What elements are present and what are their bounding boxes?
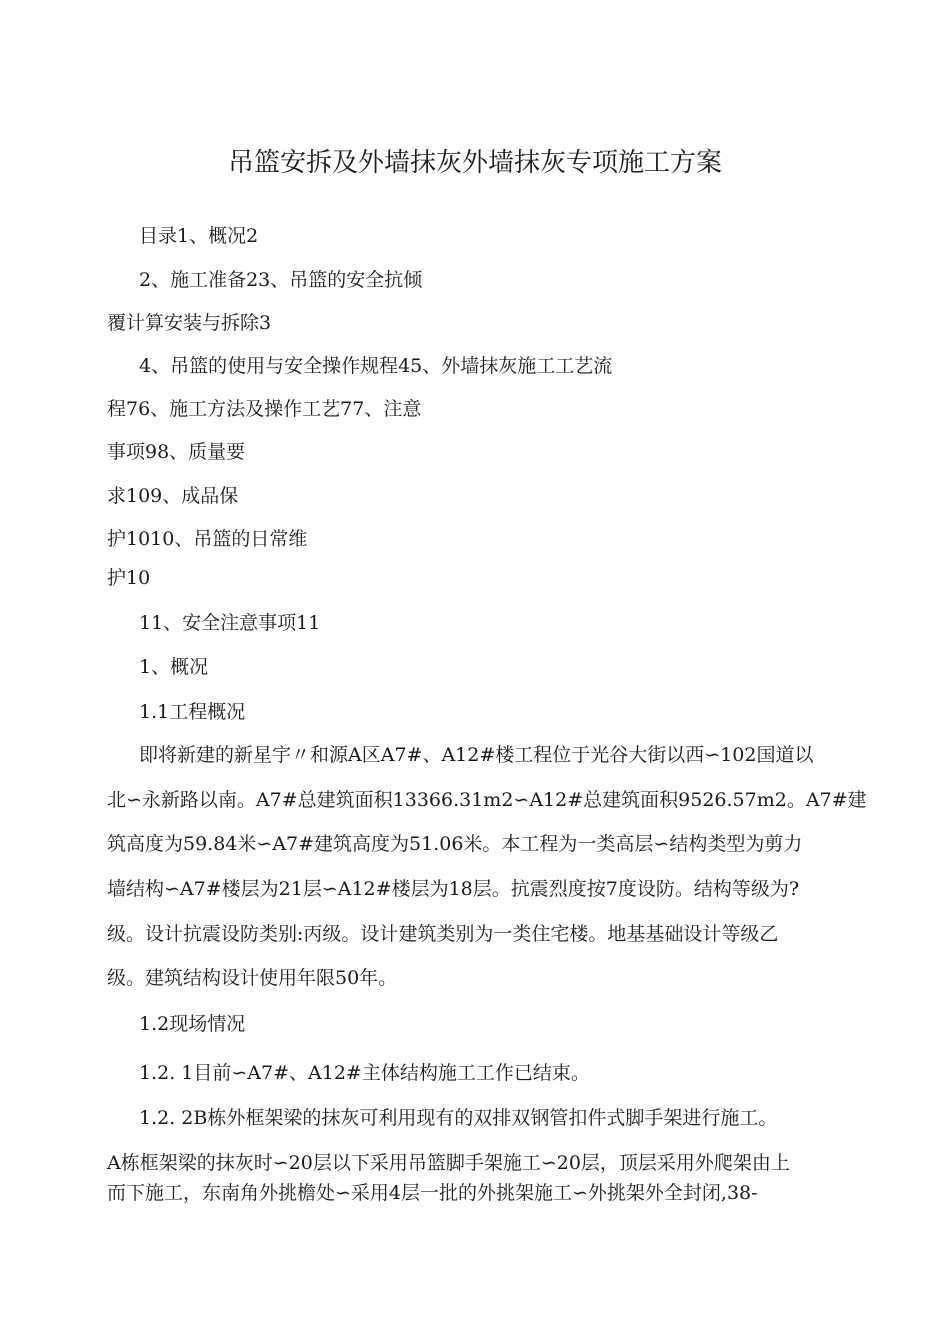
toc-line: 事项98、质量要 — [107, 441, 246, 463]
body-line: 即将新建的新星宇〃和源A区A7#、A12#楼工程位于光谷大街以西∽102国道以 — [139, 744, 814, 766]
body-line: 而下施工，东南角外挑檐处∽采用4层一批的外挑架施工∽外挑架外全封闭,38- — [107, 1182, 758, 1204]
toc-line: 目录1、概况2 — [139, 225, 259, 247]
body-line: 筑高度为59.84米∽A7#建筑高度为51.06米。本工程为一类高层∽结构类型为剪力 — [107, 833, 803, 855]
subsection-heading: 1.2现场情况 — [139, 1013, 246, 1035]
body-line: 北∽永新路以南。A7#总建筑面积13366.31m2∽A12#总建筑面积9526.57m2。A7#建 — [107, 789, 867, 811]
body-line: 墙结构∽A7#楼层为21层∽A12#楼层为18层。抗震烈度按7度设防。结构等级为? — [107, 878, 800, 900]
toc-line: 程76、施工方法及操作工艺77、注意 — [107, 398, 422, 420]
toc-line: 11、安全注意事项11 — [139, 612, 321, 634]
section-heading: 1、概况 — [139, 656, 209, 678]
toc-line: 护10 — [107, 567, 151, 589]
toc-line: 2、施工准备23、吊篮的安全抗倾 — [139, 269, 423, 291]
document-title: 吊篮安拆及外墙抹灰外墙抹灰专项施工方案 — [227, 148, 722, 178]
toc-line: 求109、成品保 — [107, 485, 239, 507]
body-line: 级。设计抗震设防类别:丙级。设计建筑类别为一类住宅楼。地基基础设计等级乙 — [107, 923, 779, 945]
toc-line: 覆计算安装与拆除3 — [107, 312, 272, 334]
toc-line: 4、吊篮的使用与安全操作规程45、外墙抹灰施工工艺流 — [139, 355, 613, 377]
subsection-heading: 1.1工程概况 — [139, 701, 246, 723]
toc-line: 护1010、吊篮的日常维 — [107, 528, 308, 550]
body-line: 1.2. 2B栋外框架梁的抹灰可利用现有的双排双钢管扣件式脚手架进行施工。 — [139, 1107, 778, 1129]
body-line: A栋框架梁的抹灰时∽20层以下采用吊篮脚手架施工∽20层，顶层采用外爬架由上 — [107, 1152, 790, 1174]
body-line: 1.2. 1目前∽A7#、A12#主体结构施工工作已结束。 — [139, 1062, 590, 1084]
body-line: 级。建筑结构设计使用年限50年。 — [107, 967, 398, 989]
